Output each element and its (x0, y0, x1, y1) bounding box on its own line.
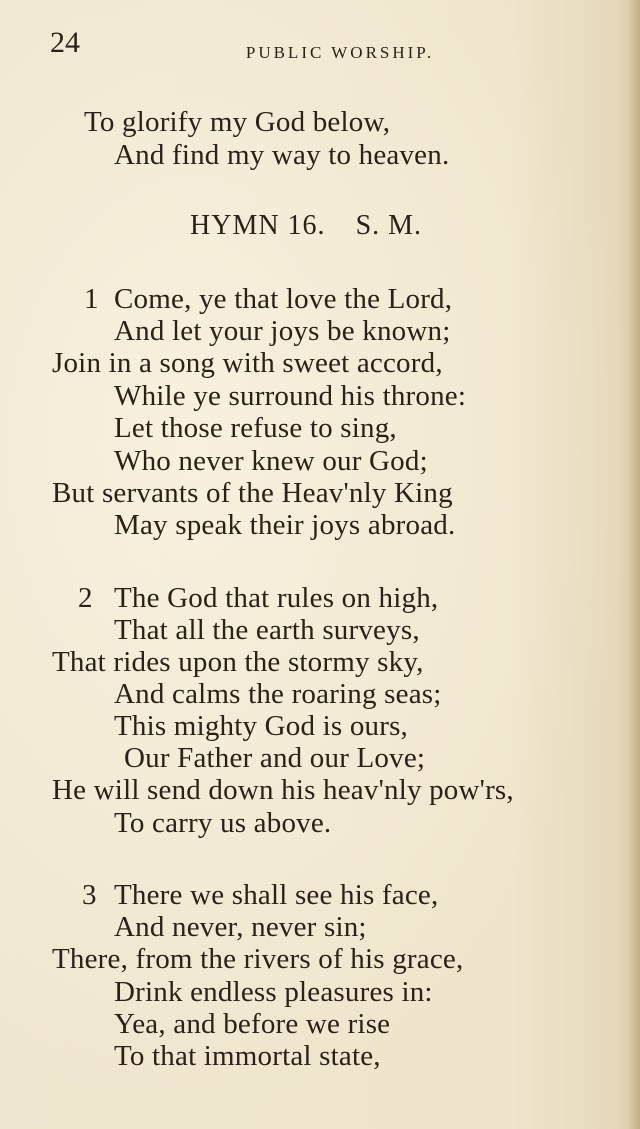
hymn-line: He will send down his heav'nly pow'rs, (52, 774, 514, 806)
hymn-line: That all the earth surveys, (114, 614, 420, 646)
hymn-line: Drink endless pleasures in: (114, 976, 433, 1008)
hymn-title (190, 212, 422, 240)
hymn-line: And calms the roaring seas; (114, 678, 442, 710)
hymn-line: There, from the rivers of his grace, (52, 943, 464, 975)
hymn-line: Join in a song with sweet accord, (52, 347, 443, 379)
hymn-line: To that immortal state, (114, 1040, 381, 1072)
hymn-line: While ye surround his throne: (114, 380, 467, 412)
hymn-line: The God that rules on high, (114, 582, 439, 614)
hymn-line: To carry us above. (114, 807, 332, 839)
hymn-line: And let your joys be known; (114, 315, 451, 347)
hymn-line: And never, never sin; (114, 911, 367, 943)
hymn-line: Come, ye that love the Lord, (114, 283, 453, 315)
hymn-line: Our Father and our Love; (124, 742, 426, 774)
stanza-number: 3 (82, 879, 97, 911)
running-head: PUBLIC WORSHIP. (245, 43, 435, 62)
stanza-number: 1 (84, 283, 99, 315)
page-edge-shadow (628, 0, 640, 1129)
hymn-meter: S. M. (355, 210, 423, 241)
previous-hymn-line: To glorify my God below, (84, 106, 391, 138)
hymn-line: May speak their joys abroad. (114, 509, 456, 541)
hymn-line: There we shall see his face, (114, 879, 439, 911)
hymn-line: But servants of the Heav'nly King (52, 477, 453, 509)
previous-hymn-line: And find my way to heaven. (114, 139, 450, 171)
hymn-line: Who never knew our God; (114, 445, 428, 477)
hymn-line: That rides upon the stormy sky, (52, 646, 424, 678)
page-number: 24 (50, 26, 80, 59)
hymn-line: Let those refuse to sing, (114, 412, 397, 444)
stanza-number: 2 (78, 582, 93, 614)
hymn-line: This mighty God is ours, (114, 710, 409, 742)
hymn-line: Yea, and before we rise (114, 1008, 391, 1040)
hymn-number-label: HYMN 16. (190, 210, 326, 241)
